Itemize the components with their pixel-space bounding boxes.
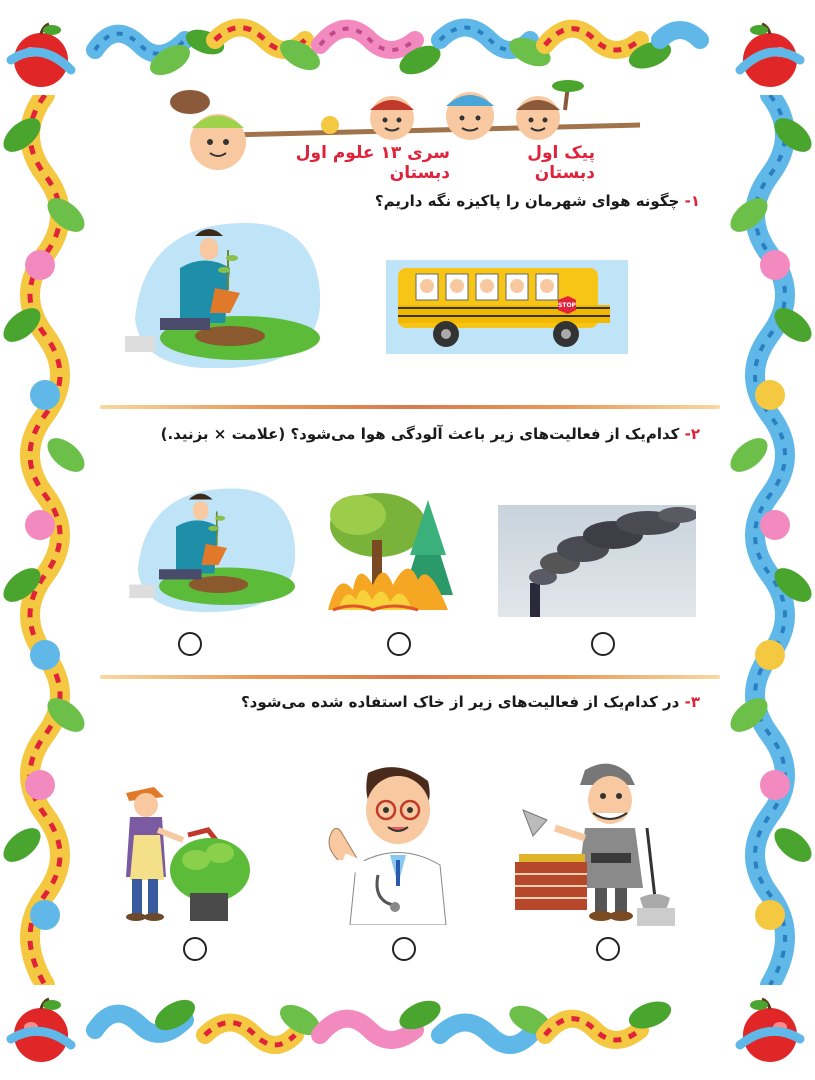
answer-radio[interactable]	[392, 937, 416, 961]
factory-smoke-photo	[498, 505, 696, 617]
question-3	[230, 693, 700, 711]
question-number: ۳-	[684, 693, 700, 711]
forest-fire-illustration	[318, 485, 463, 615]
separator	[100, 405, 720, 409]
doctor-illustration	[318, 765, 458, 925]
apple-icon	[735, 20, 805, 90]
question-text: چگونه هوای شهرمان را پاکیزه نگه داریم؟	[374, 192, 680, 210]
brand-title: پیک اول دبستان	[527, 143, 595, 183]
apple-icon	[6, 20, 76, 90]
answer-radio[interactable]	[596, 937, 620, 961]
apple-icon	[6, 995, 76, 1065]
answer-radio[interactable]	[178, 632, 202, 656]
question-text: کدام‌یک از فعالیت‌های زیر باعث آلودگی هوا می‌شود؟ (علامت × بزنید.)	[160, 425, 680, 443]
tree-planting-illustration	[120, 218, 320, 368]
school-bus-illustration	[386, 260, 628, 354]
answer-radio[interactable]	[387, 632, 411, 656]
answer-radio[interactable]	[591, 632, 615, 656]
question-number: ۱-	[684, 192, 700, 210]
separator	[100, 675, 720, 679]
builder-illustration	[515, 758, 680, 928]
decorative-border-bottom	[0, 985, 815, 1080]
question-1	[250, 192, 700, 210]
question-number: ۲-	[684, 425, 700, 443]
answer-radio[interactable]	[183, 937, 207, 961]
gardener-illustration	[108, 775, 253, 925]
apple-icon	[735, 995, 805, 1065]
question-text: در کدام‌یک از فعالیت‌های زیر از خاک استفاده شده می‌شود؟	[240, 693, 680, 711]
decorative-border-left	[0, 95, 92, 985]
question-2	[150, 425, 700, 443]
series-title: سری ۱۳ علوم اول دبستان	[295, 143, 450, 183]
decorative-border-right	[725, 95, 815, 985]
tree-planting-illustration	[125, 478, 295, 618]
stop-sign: STOP	[558, 302, 576, 309]
